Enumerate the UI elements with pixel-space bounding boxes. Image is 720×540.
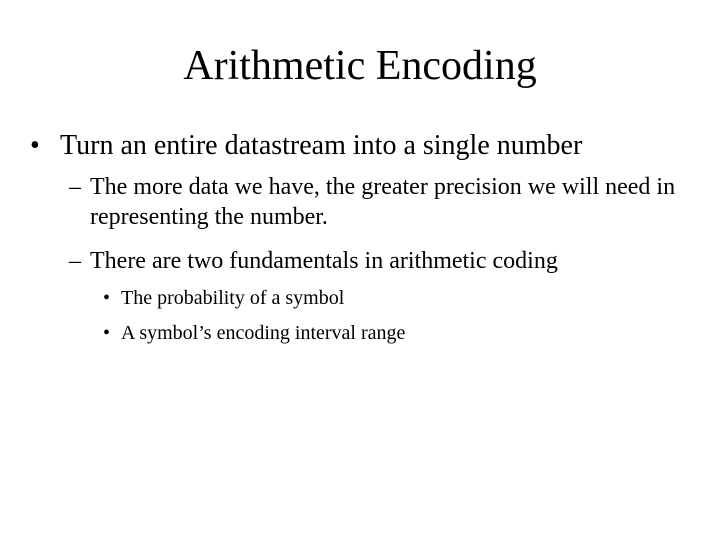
- sub-bullet-text: There are two fundamentals in arithmetic coding: [90, 248, 558, 274]
- sub-sub-bullet-interval: [103, 320, 703, 346]
- slide-title: Arithmetic Encoding: [183, 43, 537, 89]
- sub-sub-bullet-text: A symbol’s encoding interval range: [121, 322, 406, 344]
- bullet-level-1: [30, 126, 700, 166]
- dash-marker: –: [69, 248, 81, 274]
- bullet-text: Turn an entire datastream into a single number: [60, 130, 583, 161]
- sub-sub-bullet-probability: [103, 285, 703, 311]
- bullet-marker: •: [103, 322, 111, 344]
- bullet-marker: •: [103, 287, 111, 309]
- bullet-marker: •: [30, 130, 40, 161]
- sub-bullet-text: The more data we have, the greater precision we will need in representing the number.: [90, 174, 676, 230]
- sub-sub-bullet-text: The probability of a symbol: [121, 287, 345, 309]
- sub-bullet-precision: [69, 172, 709, 232]
- dash-marker: –: [69, 174, 81, 200]
- sub-bullet-fundamentals: [69, 246, 709, 276]
